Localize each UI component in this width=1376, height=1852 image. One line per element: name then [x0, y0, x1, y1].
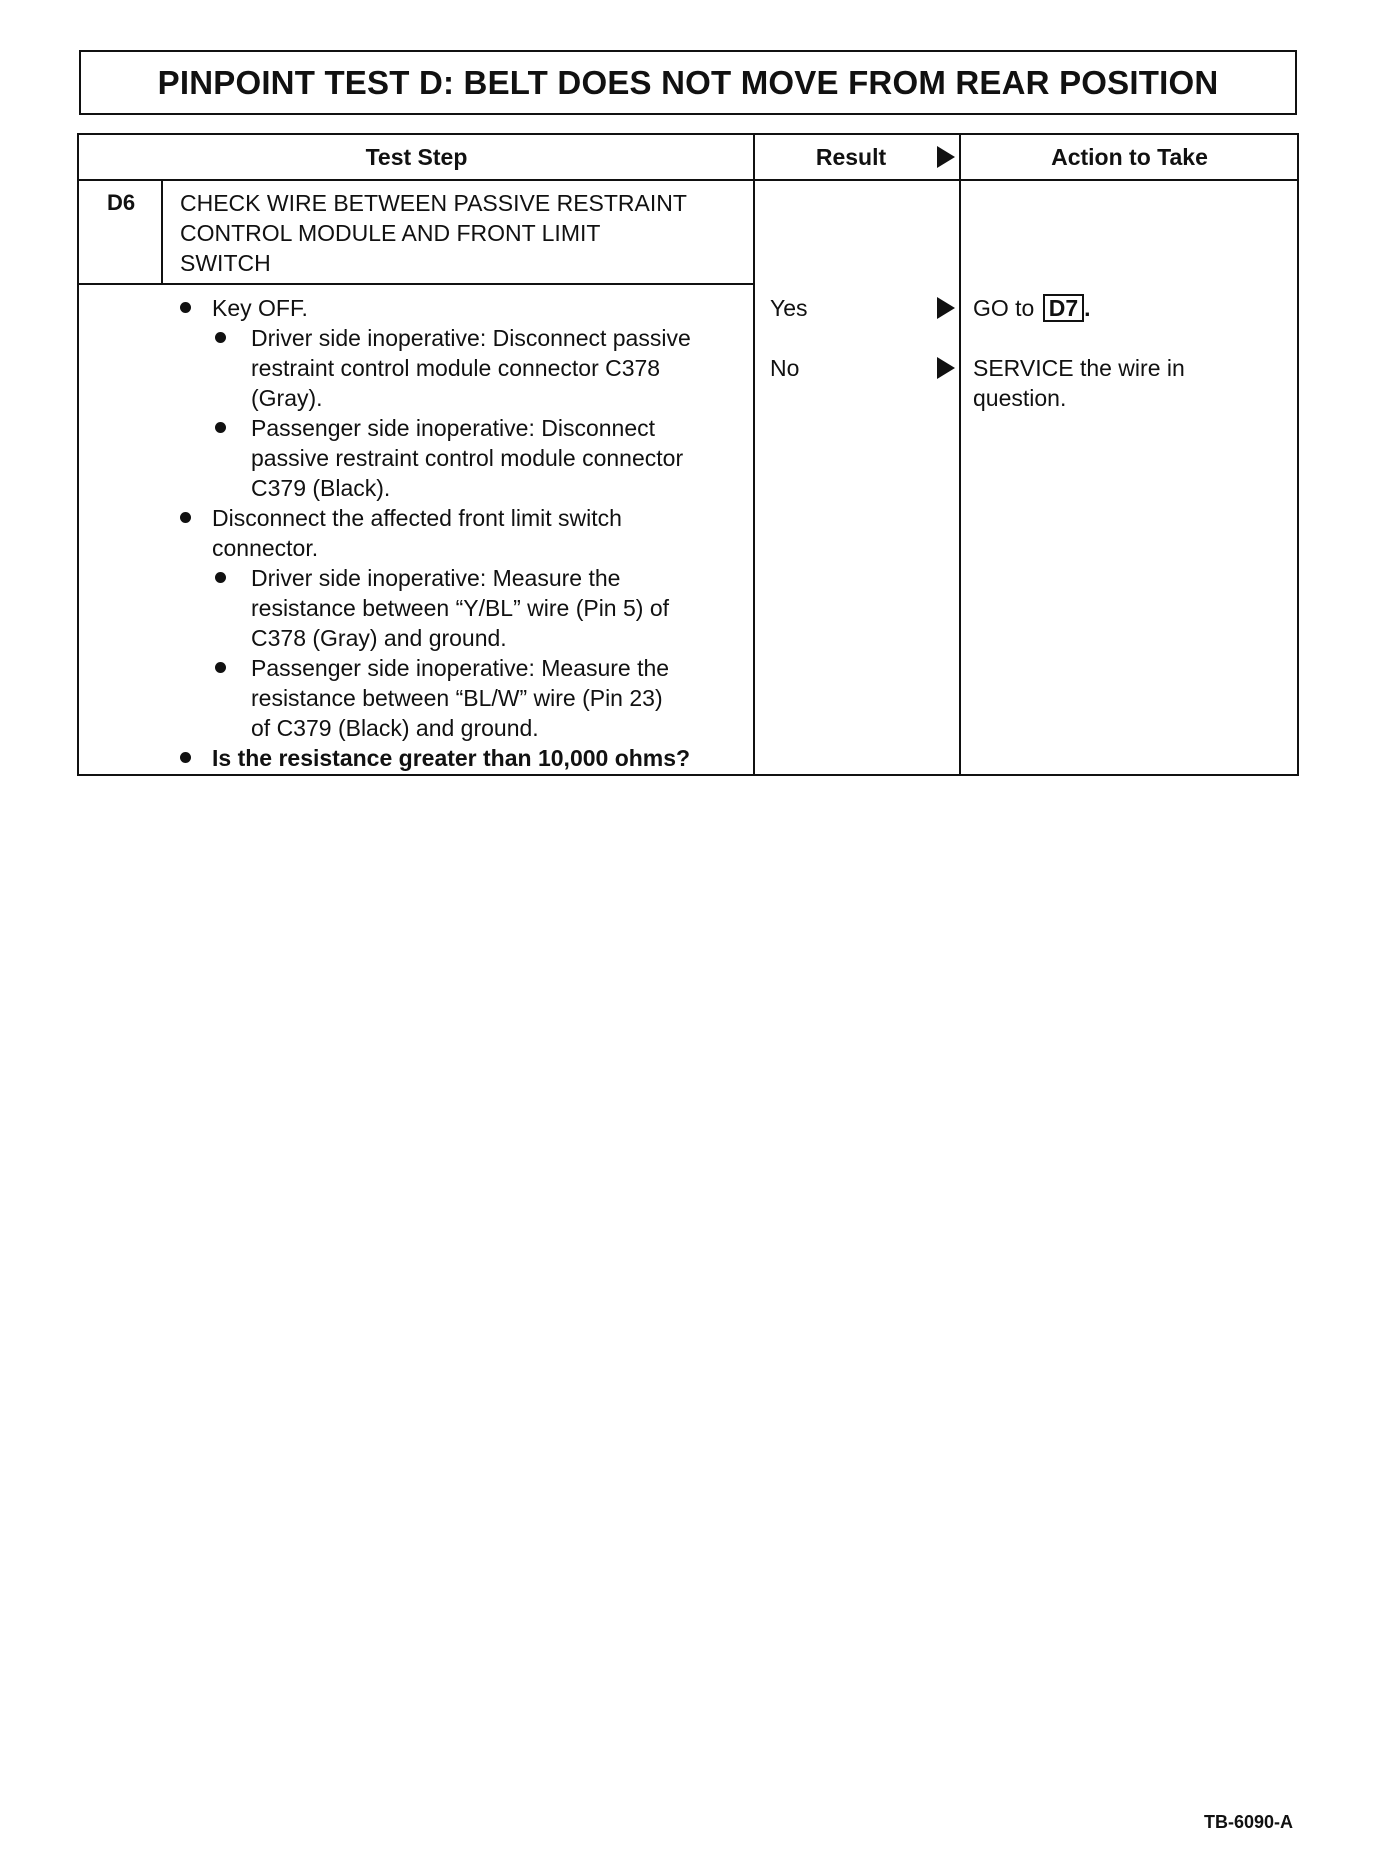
step-title: CHECK WIRE BETWEEN PASSIVE RESTRAINT CONTROL MODULE AND FRONT LIMIT SWITCH — [180, 190, 687, 276]
figure-code: TB-6090-A — [1203, 1812, 1293, 1832]
header-result: Result — [815, 143, 887, 170]
instruction-line: Key OFF. — [212, 295, 308, 321]
action-yes: GO to D7 . — [973, 295, 1091, 321]
instruction-line: Passenger side inoperative: Measure the — [251, 655, 670, 681]
instruction-line: Driver side inoperative: Disconnect passive — [251, 325, 691, 351]
instruction-line: Disconnect the affected front limit switch — [212, 505, 622, 531]
header-test-step: Test Step — [365, 143, 468, 170]
instruction-line: restraint control module connector C378 — [251, 355, 661, 381]
step-code: D6 — [106, 190, 136, 215]
page-title: PINPOINT TEST D: BELT DOES NOT MOVE FROM REAR POSITION — [79, 50, 1297, 115]
result-yes: Yes — [770, 295, 808, 321]
yes-arrow-icon — [937, 297, 955, 319]
instruction-line: connector. — [212, 535, 319, 561]
bullet-icon — [180, 302, 191, 313]
bullet-icon — [215, 332, 226, 343]
instruction-line: C379 (Black). — [251, 475, 391, 501]
result-no: No — [770, 355, 800, 381]
instruction-question: Is the resistance greater than 10,000 ohms? — [212, 745, 691, 771]
bullet-icon — [215, 662, 226, 673]
action-no: SERVICE the wire in question. — [973, 355, 1185, 411]
bullet-icon — [180, 752, 191, 763]
header-action: Action to Take — [1051, 143, 1208, 170]
instruction-line: Driver side inoperative: Measure the — [251, 565, 621, 591]
bullet-icon — [215, 422, 226, 433]
no-arrow-icon — [937, 357, 955, 379]
instruction-line: passive restraint control module connector — [251, 445, 684, 471]
instruction-line: Passenger side inoperative: Disconnect — [251, 415, 656, 441]
bullet-icon — [215, 572, 226, 583]
instruction-line: resistance between “Y/BL” wire (Pin 5) of — [251, 595, 670, 621]
instruction-line: C378 (Gray) and ground. — [251, 625, 507, 651]
instruction-line: of C379 (Black) and ground. — [251, 715, 539, 741]
instruction-line: resistance between “BL/W” wire (Pin 23) — [251, 685, 663, 711]
instruction-line: (Gray). — [251, 385, 323, 411]
bullet-icon — [180, 512, 191, 523]
step-reference: D7 — [1043, 294, 1084, 322]
